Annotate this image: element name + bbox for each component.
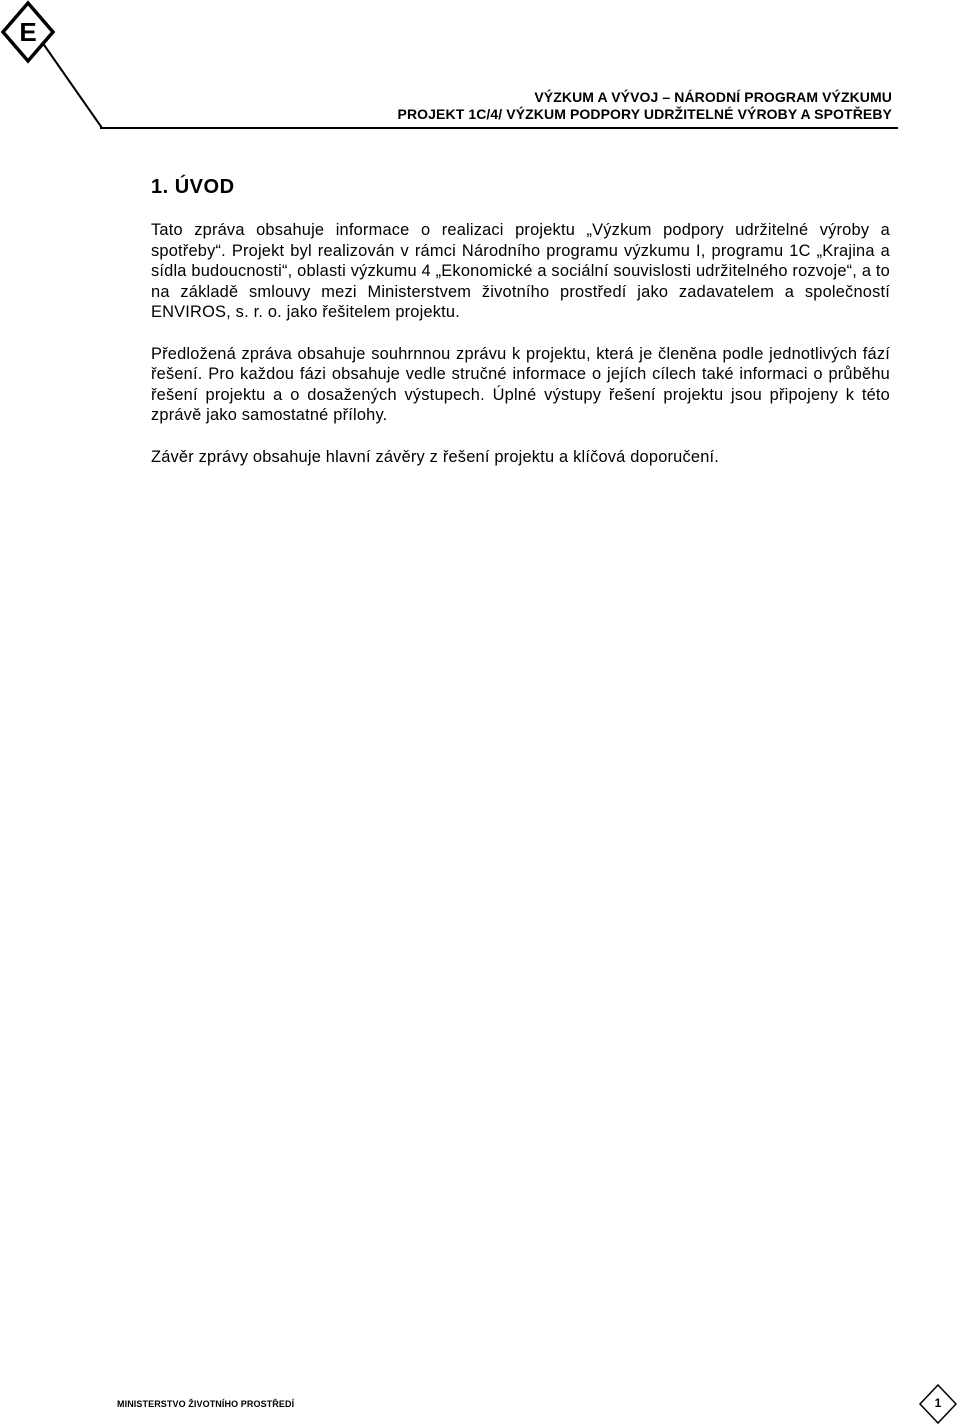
paragraph-structure: Předložená zpráva obsahuje souhrnnou zprávu k projektu, která je členěna podle jednotlivých fází řešení. Pro každou fázi obsahuje vedle stručné informace o jejích cílech také informaci o průběhu řešení projektu a o dosažených výstupech. Úplné výstupy řešení projektu jsou připojeny k této zprávě jako samostatné přílohy.	[151, 344, 890, 424]
footer-organization: MINISTERSTVO ŽIVOTNÍHO PROSTŘEDÍ	[117, 1399, 295, 1409]
paragraph-intro: Tato zpráva obsahuje informace o realizaci projektu „Výzkum podpory udržitelné výroby a spotřeby“. Projekt byl realizován v rámci Národního programu výzkumu I, programu 1C „Krajina a sídla budoucnosti“, oblasti výzkumu 4 „Ekonomické a sociální souvislosti udržitelného rozvoje“, a to na základě smlouvy mezi Ministerstvem životního prostředí jako zadavatelem a společností ENVIROS, s. r. o. jako řešitelem projektu.	[151, 221, 890, 321]
page-number: 1	[934, 1396, 942, 1410]
section-title: 1. ÚVOD	[151, 176, 235, 198]
logo-letter: E	[19, 17, 37, 47]
header-line-2: PROJEKT 1C/4/ VÝZKUM PODPORY UDRŽITELNÉ VÝROBY A SPOTŘEBY	[397, 106, 892, 122]
running-header	[398, 89, 892, 123]
header-diagonal-rule	[38, 40, 126, 130]
header-rule	[100, 127, 898, 129]
header-line-1: VÝZKUM A VÝVOJ – NÁRODNÍ PROGRAM VÝZKUMU	[534, 89, 892, 105]
document-body	[151, 220, 890, 488]
paragraph-conclusion: Závěr zprávy obsahuje hlavní závěry z řešení projektu a klíčová doporučení.	[151, 447, 720, 466]
